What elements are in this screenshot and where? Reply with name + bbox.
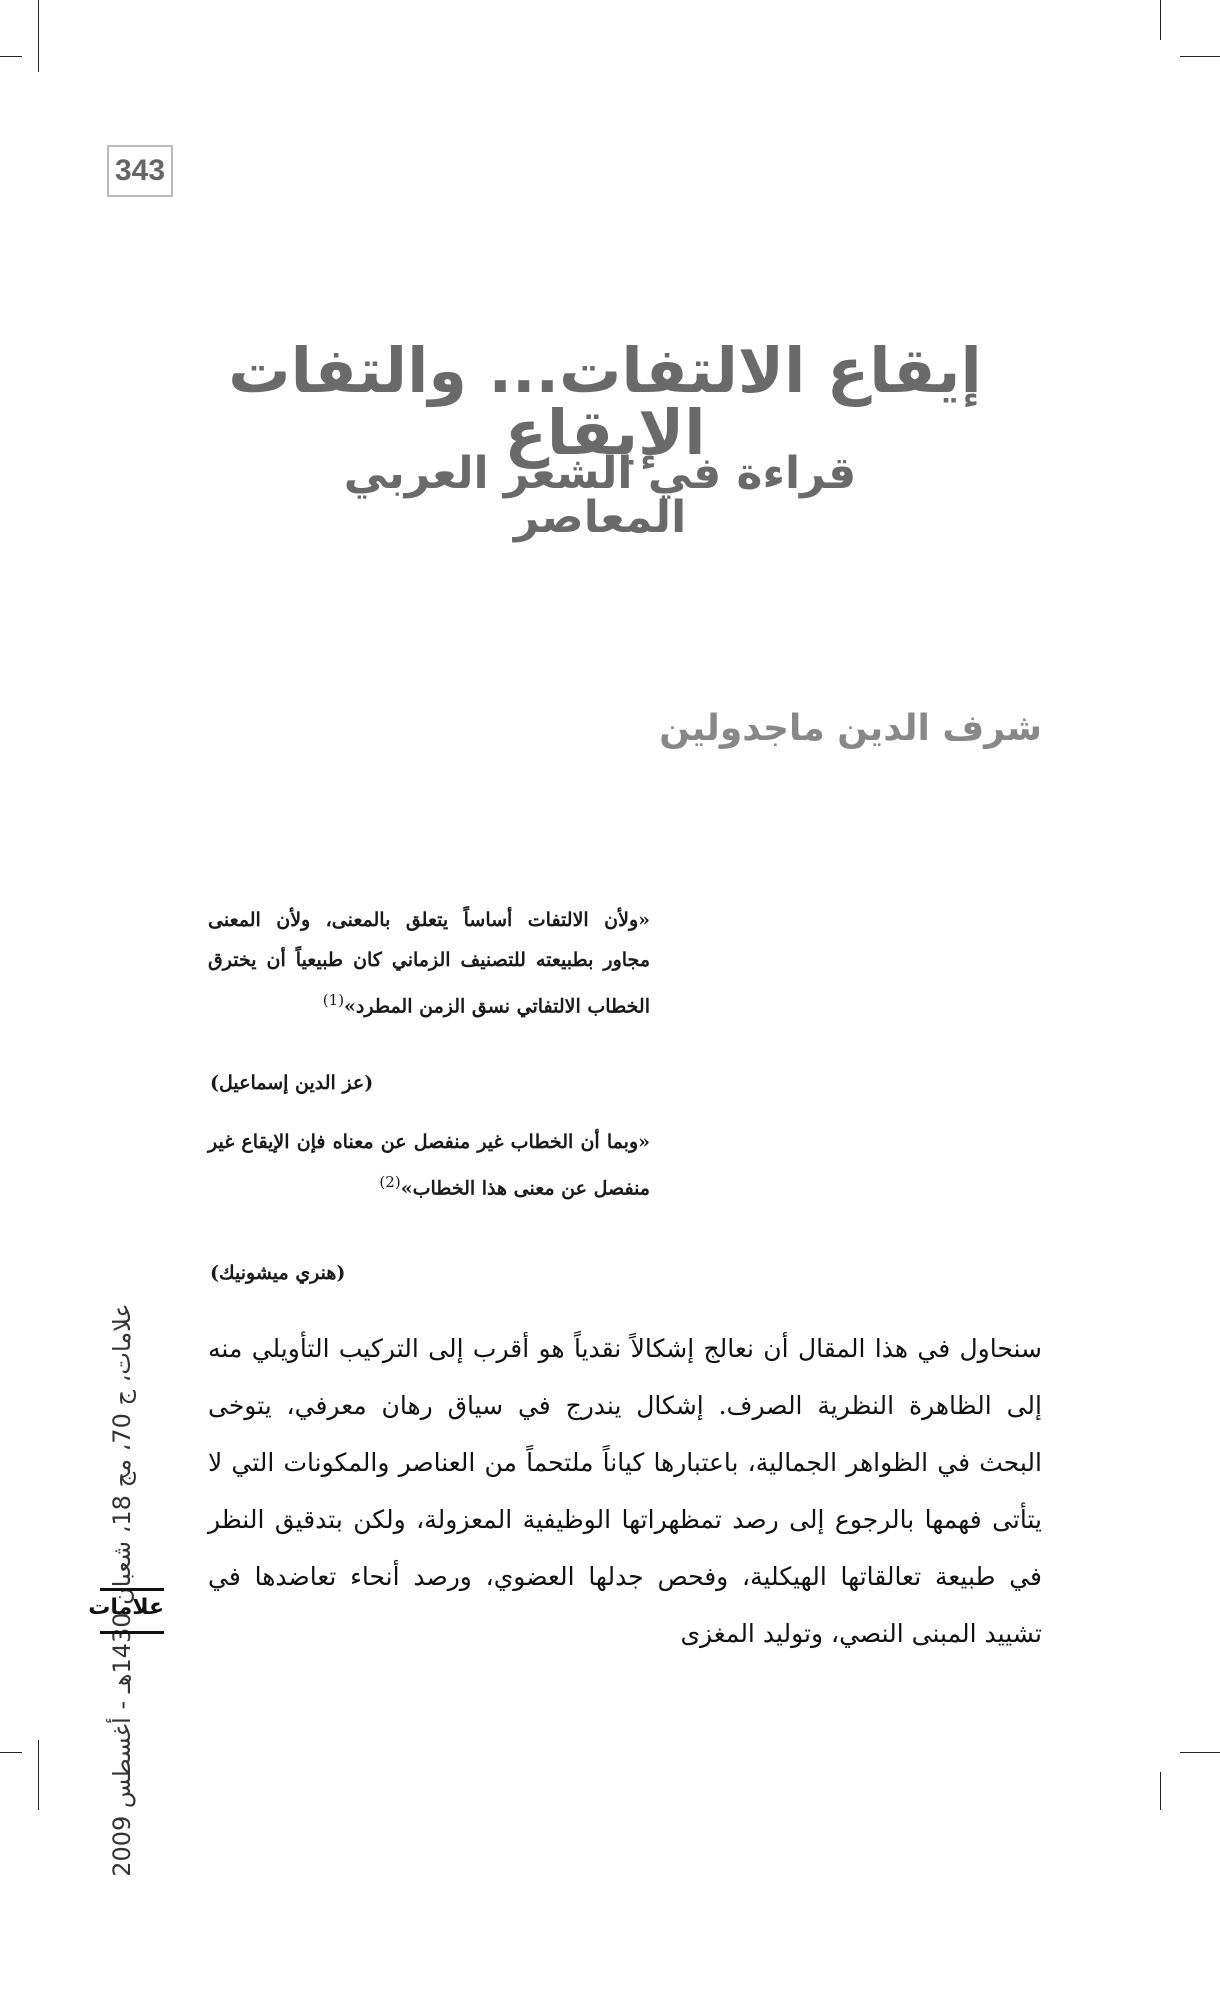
epigraph-text: «وبما أن الخطاب غير منفصل عن معناه فإن الإيقاع غير منفصل عن معنى هذا الخطاب»: [208, 1131, 650, 1200]
author-name: شرف الدين ماجدولين: [659, 708, 1042, 749]
crop-mark: [38, 0, 39, 72]
article-title: إيقاع الالتفات... والتفات الإيقاع: [228, 334, 982, 469]
epigraph-quote: [208, 900, 650, 1026]
crop-mark: [38, 1740, 39, 1810]
epigraph-attribution: (هنري ميشونيك): [210, 1262, 346, 1284]
footnote-ref: (2): [379, 1173, 401, 1191]
footnote-ref: (1): [322, 991, 345, 1009]
crop-mark: [0, 1752, 22, 1753]
crop-mark: [1160, 1772, 1161, 1810]
epigraph-text: «ولأن الالتفات أساساً يتعلق بالمعنى، ولأن المعنى مجاور بطبيعته للتصنيف الزماني كان طبيعياً أن يخترق الخطاب الالتفاتي نسق الزمن المطرد»: [208, 909, 650, 1018]
journal-logo: علامات: [100, 1588, 164, 1634]
body-paragraph: سنحاول في هذا المقال أن نعالج إشكالاً نقدياً هو أقرب إلى التركيب التأويلي منه إلى الظاهرة النظرية الصرف. إشكال يندرج في سياق رهان معرفي، يتوخى البحث في الظواهر الجمالية، باعتبارها كياناً ملتحماً من العناصر والمكونات التي لا يتأتى فهمها بالرجوع إلى رصد تمظهراتها الوظيفية المعزولة، ولكن بتدقيق النظر في طبيعة تعالقاتها الهيكلية، وفحص جدلها العضوي، ورصد أنحاء تعاضدها في تشييد المبنى النصي، وتوليد المغزى: [208, 1334, 1042, 1648]
crop-mark: [0, 56, 22, 57]
article-subtitle: قراءة في الشعر العربي المعاصر: [343, 448, 857, 543]
epigraph-attribution: (عز الدين إسماعيل): [210, 1072, 374, 1094]
epigraph-quote: [208, 1122, 650, 1208]
journal-citation: علامات، ج 70، مج 18، شعبان 1430هـ - أغسطس 2009: [108, 1303, 136, 1877]
crop-mark: [1160, 0, 1161, 40]
crop-mark: [1180, 56, 1220, 57]
page-number: 343: [107, 145, 173, 197]
crop-mark: [1180, 1752, 1220, 1753]
